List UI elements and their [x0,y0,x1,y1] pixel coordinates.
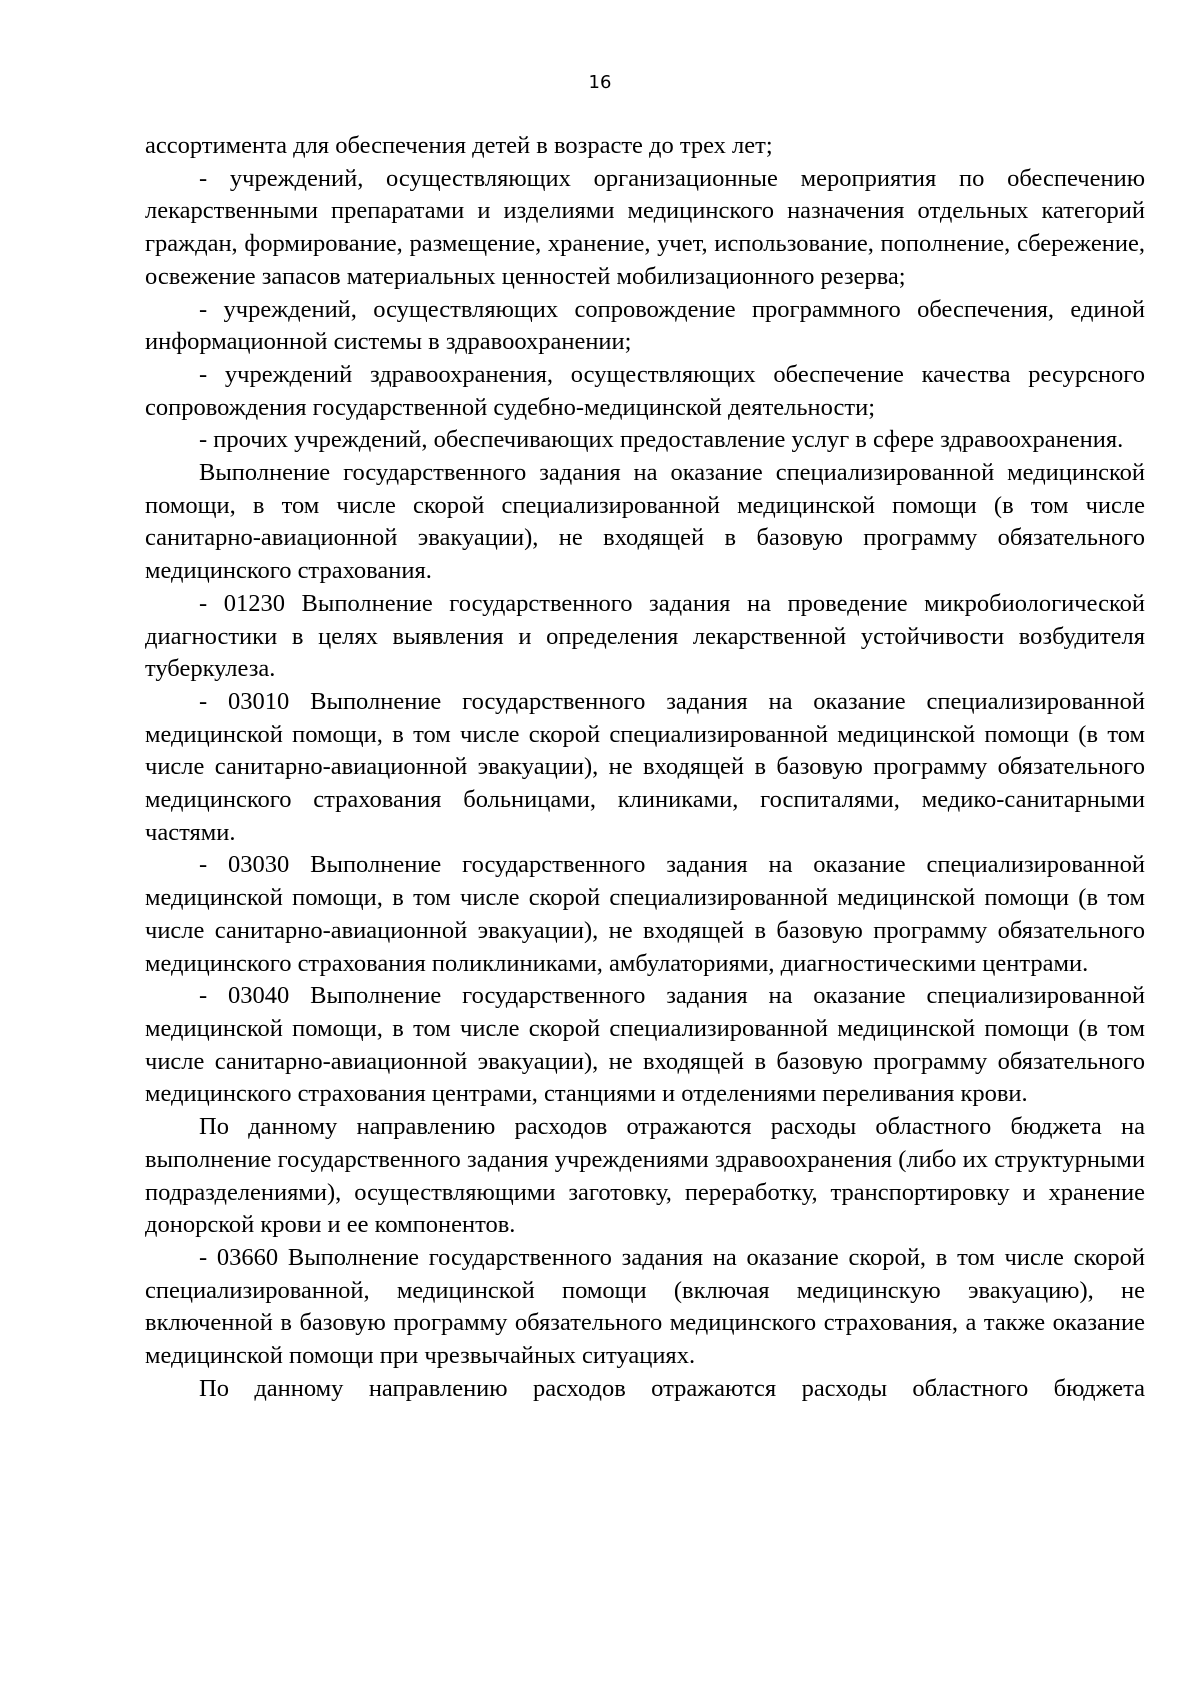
paragraph-code-03040: - 03040 Выполнение государственного задания на оказание специализированной медицинской помощи, в том числе скорой специализированной медицинской помощи (в том числе санитарно-авиационной эвакуации), не входящей в базовую программу обязательного медицинского страхования центрами, станциями и отделениями переливания крови. [145,982,1145,1108]
paragraph-code-03010: - 03010 Выполнение государственного задания на оказание специализированной медицинской помощи, в том числе скорой специализированной медицинской помощи (в том числе санитарно-авиационной эвакуации), не входящей в базовую программу обязательного медицинского страхования больницами, клиниками, госпиталями, медико-санитарными частями. [145,687,1145,846]
paragraph-code-03660: - 03660 Выполнение государственного задания на оказание скорой, в том числе скорой специализированной, медицинской помощи (включая медицинскую эвакуацию), не включенной в базовую программу обязательного медицинского страхования, а также оказание медицинской помощи при чрезвычайных ситуациях. [145,1243,1145,1370]
document-body [145,130,1145,1405]
paragraph-section-heading: Выполнение государственного задания на оказание специализированной медицинской помощи, в том числе скорой специализированной медицинской помощи (в том числе санитарно-авиационной эвакуации), не входящей в базовую программу обязательного медицинского страхования. [145,459,1145,585]
paragraph-item-other-institutions: - прочих учреждений, обеспечивающих предоставление услуг в сфере здравоохранения. [199,426,1124,454]
paragraph-item-software-support: - учреждений, осуществляющих сопровождение программного обеспечения, единой информационной системы в здравоохранении; [145,295,1145,356]
paragraph-code-01230: - 01230 Выполнение государственного задания на проведение микробиологической диагностики в целях выявления и определения лекарственной устойчивости возбудителя туберкулеза. [145,589,1145,683]
paragraph-item-medical-supply: - учреждений, осуществляющих организационные мероприятия по обеспечению лекарственными препаратами и изделиями медицинского назначения отдельных категорий граждан, формирование, размещение, хранение, учет, использование, пополнение, сбережение, освежение запасов материальных ценностей мобилизационного резерва; [145,164,1145,290]
paragraph-item-forensic: - учреждений здравоохранения, осуществляющих обеспечение качества ресурсного сопровождения государственной судебно-медицинской деятельности; [145,360,1145,421]
paragraph-direction-blood: По данному направлению расходов отражаются расходы областного бюджета на выполнение государственного задания учреждениями здравоохранения (либо их структурными подразделениями), осуществляющими заготовку, переработку, транспортировку и хранение донорской крови и ее компонентов. [145,1113,1145,1239]
page-number: 16 [588,72,612,93]
paragraph-direction-continued: По данному направлению расходов отражаются расходы областного бюджета [199,1374,1145,1402]
paragraph-continuation: ассортимента для обеспечения детей в возрасте до трех лет; [145,132,773,159]
paragraph-code-03030: - 03030 Выполнение государственного задания на оказание специализированной медицинской помощи, в том числе скорой специализированной медицинской помощи (в том числе санитарно-авиационной эвакуации), не входящей в базовую программу обязательного медицинского страхования поликлиниками, амбулаториями, диагностическими центрами. [145,851,1145,977]
